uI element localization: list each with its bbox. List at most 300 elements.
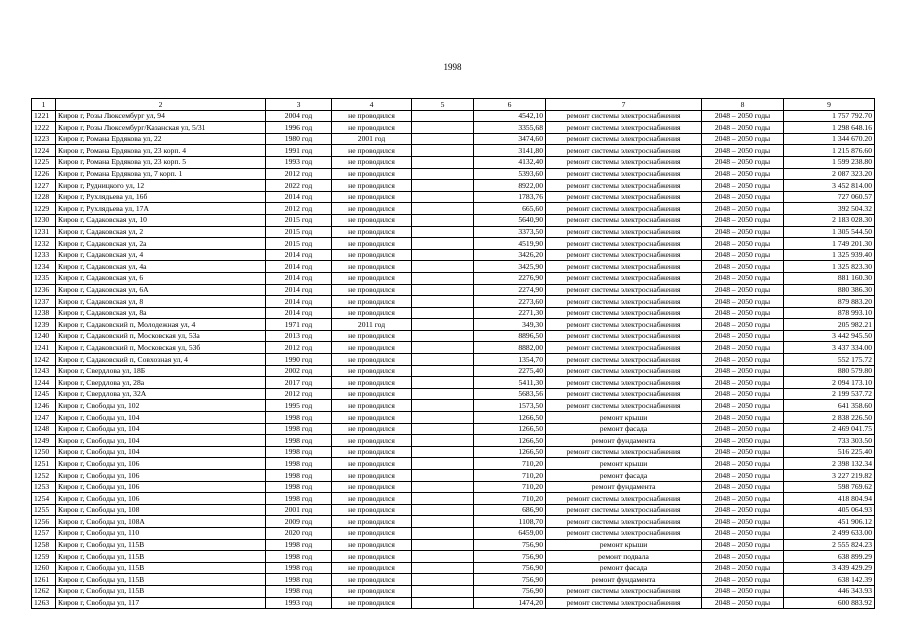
- cell-construction-year: 1998 год: [266, 562, 332, 574]
- cell-row-number: 1236: [32, 284, 56, 296]
- cell-period: 2048 – 2050 годы: [702, 470, 784, 482]
- table-row: [32, 412, 875, 424]
- cell-address: Киров г, Свободы ул, 102: [56, 400, 266, 412]
- table-row: [32, 214, 875, 226]
- table-row: [32, 458, 875, 470]
- cell-empty: [412, 180, 474, 192]
- table-row: [32, 156, 875, 168]
- cell-empty: [412, 214, 474, 226]
- cell-last-repair: не проводился: [332, 156, 412, 168]
- column-number: 4: [332, 99, 412, 111]
- cell-cost: 1 325 823.30: [784, 261, 875, 273]
- cell-period: 2048 – 2050 годы: [702, 458, 784, 470]
- cell-area: 1266,50: [474, 423, 546, 435]
- cell-address: Киров г, Розы Люксембург ул, 94: [56, 110, 266, 122]
- cell-area: 1783,76: [474, 191, 546, 203]
- cell-last-repair: не проводился: [332, 481, 412, 493]
- cell-construction-year: 2014 год: [266, 272, 332, 284]
- cell-last-repair: не проводился: [332, 145, 412, 157]
- cell-period: 2048 – 2050 годы: [702, 562, 784, 574]
- cell-row-number: 1263: [32, 597, 56, 609]
- cell-area: 710,20: [474, 458, 546, 470]
- cell-period: 2048 – 2050 годы: [702, 319, 784, 331]
- cell-address: Киров г, Романа Ердякова ул, 22: [56, 133, 266, 145]
- cell-area: 3426,20: [474, 249, 546, 261]
- cell-work-type: ремонт фасада: [546, 423, 702, 435]
- table-row: [32, 551, 875, 563]
- cell-area: 2273,60: [474, 296, 546, 308]
- cell-cost: 3 452 814.00: [784, 180, 875, 192]
- table-row: [32, 377, 875, 389]
- cell-empty: [412, 203, 474, 215]
- cell-row-number: 1246: [32, 400, 56, 412]
- table-row: [32, 354, 875, 366]
- cell-work-type: ремонт системы электроснабжения: [546, 168, 702, 180]
- table-row: [32, 284, 875, 296]
- cell-last-repair: не проводился: [332, 539, 412, 551]
- cell-row-number: 1239: [32, 319, 56, 331]
- cell-area: 756,90: [474, 574, 546, 586]
- cell-area: 8896,50: [474, 330, 546, 342]
- cell-construction-year: 1991 год: [266, 145, 332, 157]
- cell-area: 5683,56: [474, 388, 546, 400]
- cell-period: 2048 – 2050 годы: [702, 110, 784, 122]
- cell-row-number: 1228: [32, 191, 56, 203]
- cell-address: Киров г, Садаковская ул, 6А: [56, 284, 266, 296]
- cell-period: 2048 – 2050 годы: [702, 342, 784, 354]
- cell-last-repair: не проводился: [332, 330, 412, 342]
- cell-work-type: ремонт системы электроснабжения: [546, 226, 702, 238]
- cell-work-type: ремонт системы электроснабжения: [546, 585, 702, 597]
- cell-construction-year: 1998 год: [266, 458, 332, 470]
- cell-construction-year: 1996 год: [266, 122, 332, 134]
- cell-work-type: ремонт системы электроснабжения: [546, 261, 702, 273]
- cell-construction-year: 1998 год: [266, 435, 332, 447]
- table-row: [32, 435, 875, 447]
- column-number-row: [32, 99, 875, 111]
- cell-address: Киров г, Свободы ул, 115В: [56, 551, 266, 563]
- cell-area: 3474,60: [474, 133, 546, 145]
- cell-work-type: ремонт системы электроснабжения: [546, 388, 702, 400]
- cell-empty: [412, 574, 474, 586]
- cell-period: 2048 – 2050 годы: [702, 307, 784, 319]
- cell-address: Киров г, Свободы ул, 115В: [56, 562, 266, 574]
- cell-last-repair: не проводился: [332, 388, 412, 400]
- column-number: 3: [266, 99, 332, 111]
- cell-cost: 1 599 238.80: [784, 156, 875, 168]
- cell-address: Киров г, Романа Ердякова ул, 7 корп. 1: [56, 168, 266, 180]
- cell-last-repair: не проводился: [332, 458, 412, 470]
- cell-last-repair: не проводился: [332, 214, 412, 226]
- table-row: [32, 423, 875, 435]
- cell-last-repair: не проводился: [332, 272, 412, 284]
- table-row: [32, 400, 875, 412]
- cell-row-number: 1258: [32, 539, 56, 551]
- cell-cost: 1 749 201.30: [784, 238, 875, 250]
- table-row: [32, 330, 875, 342]
- cell-address: Киров г, Садаковский п, Совхозная ул, 4: [56, 354, 266, 366]
- cell-empty: [412, 423, 474, 435]
- cell-cost: 1 298 648.16: [784, 122, 875, 134]
- cell-cost: 446 343.93: [784, 585, 875, 597]
- cell-address: Киров г, Садаковская ул, 6: [56, 272, 266, 284]
- cell-row-number: 1223: [32, 133, 56, 145]
- cell-row-number: 1261: [32, 574, 56, 586]
- cell-last-repair: не проводился: [332, 261, 412, 273]
- cell-cost: 451 906.12: [784, 516, 875, 528]
- cell-work-type: ремонт системы электроснабжения: [546, 214, 702, 226]
- cell-work-type: ремонт системы электроснабжения: [546, 377, 702, 389]
- cell-cost: 2 087 323.20: [784, 168, 875, 180]
- cell-area: 2271,30: [474, 307, 546, 319]
- cell-area: 686,90: [474, 504, 546, 516]
- table-row: [32, 516, 875, 528]
- column-number: 5: [412, 99, 474, 111]
- cell-last-repair: не проводился: [332, 516, 412, 528]
- table-row: [32, 597, 875, 609]
- cell-last-repair: не проводился: [332, 249, 412, 261]
- cell-work-type: ремонт системы электроснабжения: [546, 156, 702, 168]
- table-row: [32, 388, 875, 400]
- cell-empty: [412, 261, 474, 273]
- table-row: [32, 296, 875, 308]
- cell-work-type: ремонт фундамента: [546, 574, 702, 586]
- table-row: [32, 145, 875, 157]
- cell-last-repair: не проводился: [332, 180, 412, 192]
- table-body: [32, 110, 875, 609]
- table-row: [32, 493, 875, 505]
- cell-area: 349,30: [474, 319, 546, 331]
- cell-period: 2048 – 2050 годы: [702, 504, 784, 516]
- cell-cost: 638 142.39: [784, 574, 875, 586]
- cell-period: 2048 – 2050 годы: [702, 122, 784, 134]
- cell-cost: 392 504.32: [784, 203, 875, 215]
- cell-area: 4519,90: [474, 238, 546, 250]
- cell-construction-year: 2014 год: [266, 191, 332, 203]
- table-row: [32, 365, 875, 377]
- cell-cost: 2 499 633.00: [784, 527, 875, 539]
- cell-period: 2048 – 2050 годы: [702, 168, 784, 180]
- cell-row-number: 1242: [32, 354, 56, 366]
- cell-address: Киров г, Садаковская ул, 2: [56, 226, 266, 238]
- cell-address: Киров г, Свободы ул, 106: [56, 481, 266, 493]
- cell-period: 2048 – 2050 годы: [702, 296, 784, 308]
- cell-address: Киров г, Свободы ул, 104: [56, 435, 266, 447]
- cell-work-type: ремонт системы электроснабжения: [546, 122, 702, 134]
- cell-last-repair: не проводился: [332, 412, 412, 424]
- cell-empty: [412, 516, 474, 528]
- cell-cost: 638 899.29: [784, 551, 875, 563]
- cell-last-repair: не проводился: [332, 122, 412, 134]
- cell-cost: 880 386.30: [784, 284, 875, 296]
- cell-row-number: 1260: [32, 562, 56, 574]
- cell-construction-year: 1998 год: [266, 493, 332, 505]
- cell-row-number: 1254: [32, 493, 56, 505]
- cell-cost: 552 175.72: [784, 354, 875, 366]
- table-row: [32, 168, 875, 180]
- cell-cost: 733 303.50: [784, 435, 875, 447]
- cell-construction-year: 2014 год: [266, 284, 332, 296]
- cell-area: 3373,50: [474, 226, 546, 238]
- cell-last-repair: не проводился: [332, 342, 412, 354]
- cell-work-type: ремонт системы электроснабжения: [546, 400, 702, 412]
- cell-construction-year: 1998 год: [266, 423, 332, 435]
- cell-cost: 2 199 537.72: [784, 388, 875, 400]
- cell-work-type: ремонт крыши: [546, 458, 702, 470]
- cell-last-repair: не проводился: [332, 446, 412, 458]
- cell-row-number: 1244: [32, 377, 56, 389]
- cell-area: 756,90: [474, 551, 546, 563]
- cell-area: 710,20: [474, 470, 546, 482]
- cell-last-repair: не проводился: [332, 493, 412, 505]
- cell-cost: 880 579.80: [784, 365, 875, 377]
- cell-work-type: ремонт системы электроснабжения: [546, 319, 702, 331]
- cell-construction-year: 2012 год: [266, 388, 332, 400]
- column-number: 1: [32, 99, 56, 111]
- cell-address: Киров г, Свободы ул, 115В: [56, 585, 266, 597]
- cell-last-repair: не проводился: [332, 423, 412, 435]
- column-number: 8: [702, 99, 784, 111]
- column-number: 9: [784, 99, 875, 111]
- cell-last-repair: не проводился: [332, 168, 412, 180]
- cell-address: Киров г, Свободы ул, 104: [56, 412, 266, 424]
- cell-work-type: ремонт системы электроснабжения: [546, 272, 702, 284]
- cell-address: Киров г, Садаковская ул, 2а: [56, 238, 266, 250]
- cell-last-repair: не проводился: [332, 585, 412, 597]
- cell-empty: [412, 238, 474, 250]
- cell-construction-year: 2017 год: [266, 377, 332, 389]
- cell-period: 2048 – 2050 годы: [702, 226, 784, 238]
- cell-construction-year: 2004 год: [266, 110, 332, 122]
- cell-last-repair: не проводился: [332, 365, 412, 377]
- cell-last-repair: не проводился: [332, 238, 412, 250]
- cell-empty: [412, 122, 474, 134]
- cell-work-type: ремонт крыши: [546, 412, 702, 424]
- cell-work-type: ремонт фасада: [546, 562, 702, 574]
- cell-area: 1266,50: [474, 412, 546, 424]
- table-row: [32, 446, 875, 458]
- cell-area: 1573,50: [474, 400, 546, 412]
- cell-address: Киров г, Рухлядьева ул, 17А: [56, 203, 266, 215]
- cell-cost: 1 305 544.50: [784, 226, 875, 238]
- cell-cost: 516 225.40: [784, 446, 875, 458]
- cell-period: 2048 – 2050 годы: [702, 388, 784, 400]
- cell-row-number: 1253: [32, 481, 56, 493]
- cell-work-type: ремонт системы электроснабжения: [546, 342, 702, 354]
- cell-period: 2048 – 2050 годы: [702, 330, 784, 342]
- cell-period: 2048 – 2050 годы: [702, 145, 784, 157]
- cell-work-type: ремонт фундамента: [546, 481, 702, 493]
- cell-cost: 3 227 219.82: [784, 470, 875, 482]
- table-row: [32, 470, 875, 482]
- cell-work-type: ремонт системы электроснабжения: [546, 284, 702, 296]
- page-number: 1998: [443, 62, 462, 72]
- cell-construction-year: 2014 год: [266, 296, 332, 308]
- cell-cost: 2 183 028.30: [784, 214, 875, 226]
- cell-construction-year: 1998 год: [266, 539, 332, 551]
- cell-last-repair: не проводился: [332, 527, 412, 539]
- cell-cost: 598 769.62: [784, 481, 875, 493]
- cell-address: Киров г, Садаковская ул, 8: [56, 296, 266, 308]
- cell-empty: [412, 458, 474, 470]
- cell-empty: [412, 377, 474, 389]
- cell-construction-year: 1971 год: [266, 319, 332, 331]
- cell-work-type: ремонт фундамента: [546, 435, 702, 447]
- cell-area: 6459,00: [474, 527, 546, 539]
- cell-row-number: 1224: [32, 145, 56, 157]
- cell-cost: 1 757 792.70: [784, 110, 875, 122]
- cell-area: 665,60: [474, 203, 546, 215]
- cell-empty: [412, 365, 474, 377]
- cell-construction-year: 1993 год: [266, 156, 332, 168]
- cell-period: 2048 – 2050 годы: [702, 551, 784, 563]
- cell-empty: [412, 504, 474, 516]
- cell-row-number: 1230: [32, 214, 56, 226]
- cell-last-repair: не проводился: [332, 574, 412, 586]
- cell-work-type: ремонт системы электроснабжения: [546, 238, 702, 250]
- column-number: 2: [56, 99, 266, 111]
- cell-area: 4132,40: [474, 156, 546, 168]
- cell-work-type: ремонт крыши: [546, 539, 702, 551]
- cell-address: Киров г, Рухлядьева ул, 16б: [56, 191, 266, 203]
- cell-empty: [412, 493, 474, 505]
- column-number: 7: [546, 99, 702, 111]
- cell-construction-year: 1990 год: [266, 354, 332, 366]
- cell-empty: [412, 330, 474, 342]
- cell-row-number: 1231: [32, 226, 56, 238]
- cell-address: Киров г, Свободы ул, 108: [56, 504, 266, 516]
- cell-construction-year: 2009 год: [266, 516, 332, 528]
- cell-row-number: 1226: [32, 168, 56, 180]
- cell-row-number: 1225: [32, 156, 56, 168]
- cell-address: Киров г, Свердлова ул, 28а: [56, 377, 266, 389]
- cell-period: 2048 – 2050 годы: [702, 400, 784, 412]
- cell-area: 4542,10: [474, 110, 546, 122]
- cell-cost: 3 442 945.50: [784, 330, 875, 342]
- cell-period: 2048 – 2050 годы: [702, 272, 784, 284]
- cell-last-repair: не проводился: [332, 504, 412, 516]
- cell-last-repair: не проводился: [332, 470, 412, 482]
- cell-address: Киров г, Свободы ул, 104: [56, 446, 266, 458]
- cell-cost: 3 437 334.00: [784, 342, 875, 354]
- cell-last-repair: 2001 год: [332, 133, 412, 145]
- cell-construction-year: 1998 год: [266, 551, 332, 563]
- cell-work-type: ремонт системы электроснабжения: [546, 296, 702, 308]
- cell-period: 2048 – 2050 годы: [702, 354, 784, 366]
- cell-period: 2048 – 2050 годы: [702, 539, 784, 551]
- cell-construction-year: 1995 год: [266, 400, 332, 412]
- cell-address: Киров г, Садаковский п, Молодежная ул, 4: [56, 319, 266, 331]
- cell-area: 1354,70: [474, 354, 546, 366]
- cell-period: 2048 – 2050 годы: [702, 249, 784, 261]
- cell-address: Киров г, Свободы ул, 117: [56, 597, 266, 609]
- cell-construction-year: 1998 год: [266, 470, 332, 482]
- cell-address: Киров г, Садаковская ул, 8а: [56, 307, 266, 319]
- cell-work-type: ремонт системы электроснабжения: [546, 110, 702, 122]
- cell-work-type: ремонт подвала: [546, 551, 702, 563]
- cell-period: 2048 – 2050 годы: [702, 377, 784, 389]
- cell-construction-year: 2014 год: [266, 261, 332, 273]
- cell-empty: [412, 156, 474, 168]
- cell-empty: [412, 412, 474, 424]
- cell-cost: 205 982.21: [784, 319, 875, 331]
- cell-row-number: 1238: [32, 307, 56, 319]
- cell-construction-year: 1993 год: [266, 597, 332, 609]
- table-row: [32, 122, 875, 134]
- cell-address: Киров г, Рудницкого ул, 12: [56, 180, 266, 192]
- cell-period: 2048 – 2050 годы: [702, 365, 784, 377]
- cell-area: 3355,68: [474, 122, 546, 134]
- cell-work-type: ремонт системы электроснабжения: [546, 307, 702, 319]
- cell-row-number: 1222: [32, 122, 56, 134]
- cell-construction-year: 1998 год: [266, 574, 332, 586]
- table-row: [32, 562, 875, 574]
- cell-period: 2048 – 2050 годы: [702, 180, 784, 192]
- cell-work-type: ремонт системы электроснабжения: [546, 145, 702, 157]
- cell-empty: [412, 133, 474, 145]
- cell-area: 710,20: [474, 481, 546, 493]
- table-row: [32, 481, 875, 493]
- cell-period: 2048 – 2050 годы: [702, 585, 784, 597]
- cell-empty: [412, 539, 474, 551]
- cell-work-type: ремонт системы электроснабжения: [546, 504, 702, 516]
- cell-row-number: 1248: [32, 423, 56, 435]
- cell-area: 756,90: [474, 585, 546, 597]
- cell-construction-year: 2012 год: [266, 342, 332, 354]
- cell-area: 1266,50: [474, 446, 546, 458]
- cell-area: 710,20: [474, 493, 546, 505]
- cell-address: Киров г, Свободы ул, 115В: [56, 574, 266, 586]
- cell-work-type: ремонт системы электроснабжения: [546, 365, 702, 377]
- cell-period: 2048 – 2050 годы: [702, 284, 784, 296]
- cell-last-repair: не проводился: [332, 110, 412, 122]
- cell-work-type: ремонт системы электроснабжения: [546, 249, 702, 261]
- cell-cost: 641 358.60: [784, 400, 875, 412]
- cell-cost: 418 804.94: [784, 493, 875, 505]
- cell-row-number: 1262: [32, 585, 56, 597]
- cell-area: 5411,30: [474, 377, 546, 389]
- cell-row-number: 1243: [32, 365, 56, 377]
- cell-period: 2048 – 2050 годы: [702, 261, 784, 273]
- table-row: [32, 249, 875, 261]
- cell-cost: 2 838 226.50: [784, 412, 875, 424]
- cell-row-number: 1240: [32, 330, 56, 342]
- cell-cost: 3 439 429.29: [784, 562, 875, 574]
- cell-area: 8882,00: [474, 342, 546, 354]
- cell-empty: [412, 168, 474, 180]
- cell-last-repair: не проводился: [332, 551, 412, 563]
- cell-area: 3141,80: [474, 145, 546, 157]
- cell-cost: 878 993.10: [784, 307, 875, 319]
- cell-row-number: 1233: [32, 249, 56, 261]
- cell-last-repair: не проводился: [332, 400, 412, 412]
- cell-period: 2048 – 2050 годы: [702, 423, 784, 435]
- cell-row-number: 1250: [32, 446, 56, 458]
- cell-last-repair: не проводился: [332, 296, 412, 308]
- cell-area: 2275,40: [474, 365, 546, 377]
- cell-last-repair: не проводился: [332, 435, 412, 447]
- table-row: [32, 180, 875, 192]
- cell-address: Киров г, Свердлова ул, 18Б: [56, 365, 266, 377]
- cell-cost: 1 325 939.40: [784, 249, 875, 261]
- cell-period: 2048 – 2050 годы: [702, 214, 784, 226]
- cell-row-number: 1245: [32, 388, 56, 400]
- cell-empty: [412, 319, 474, 331]
- cell-cost: 600 883.92: [784, 597, 875, 609]
- cell-row-number: 1234: [32, 261, 56, 273]
- cell-address: Киров г, Свободы ул, 115В: [56, 539, 266, 551]
- table-row: [32, 133, 875, 145]
